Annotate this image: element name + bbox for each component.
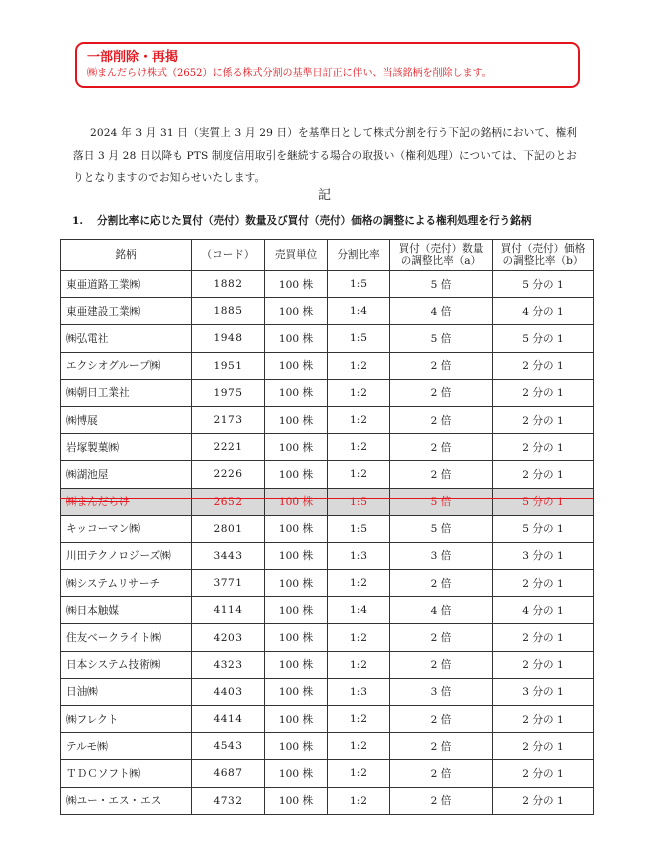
stock-name-cell: ㈱湖池屋 [61,461,192,488]
stock-code-cell: 1882 [192,271,265,298]
price-adjust-ratio-cell: 4 分の 1 [493,597,594,624]
price-adjust-ratio-cell: 2 分の 1 [493,760,594,787]
qty-adjust-ratio-cell: 5 倍 [390,325,493,352]
trading-unit-cell: 100 株 [265,379,328,406]
trading-unit-cell: 100 株 [265,298,328,325]
header-name: 銘柄 [61,240,192,271]
split-ratio-cell: 1:2 [328,406,390,433]
price-adjust-ratio-cell: 2 分の 1 [493,706,594,733]
split-ratio-cell: 1:2 [328,760,390,787]
stock-code-cell: 4203 [192,624,265,651]
header-unit: 売買単位 [265,240,328,271]
price-adjust-ratio-cell: 2 分の 1 [493,379,594,406]
table-row [61,352,594,379]
table-row [61,325,594,352]
price-adjust-ratio-cell: 2 分の 1 [493,787,594,814]
stock-code-cell: 4114 [192,597,265,624]
price-adjust-ratio-cell: 5 分の 1 [493,488,594,515]
stock-code-cell: 4414 [192,706,265,733]
price-adjust-ratio-cell: 2 分の 1 [493,461,594,488]
stock-code-cell: 1948 [192,325,265,352]
qty-adjust-ratio-cell: 2 倍 [390,624,493,651]
split-ratio-cell: 1:2 [328,570,390,597]
split-ratio-cell: 1:2 [328,733,390,760]
deleted-row-strikethrough [60,498,593,499]
stock-name-cell: ㈱ユー・エス・エス [61,787,192,814]
split-ratio-cell: 1:2 [328,379,390,406]
header-price [493,240,594,271]
stock-name-cell: 東亜建設工業㈱ [61,298,192,325]
trading-unit-cell: 100 株 [265,488,328,515]
stock-name-cell: 岩塚製菓㈱ [61,434,192,461]
stock-code-cell: 2801 [192,515,265,542]
table-row [61,434,594,461]
stock-name-cell: 日油㈱ [61,678,192,705]
stock-name-cell: ㈱博展 [61,406,192,433]
stock-code-cell: 1885 [192,298,265,325]
price-adjust-ratio-cell: 2 分の 1 [493,434,594,461]
stock-name-cell: キッコーマン㈱ [61,515,192,542]
qty-adjust-ratio-cell: 2 倍 [390,733,493,760]
section-number: 1. [72,215,84,227]
qty-adjust-ratio-cell: 5 倍 [390,515,493,542]
stock-code-cell: 2221 [192,434,265,461]
section-title: 分割比率に応じた買付（売付）数量及び買付（売付）価格の調整による権利処理を行う銘柄 [97,215,532,227]
qty-adjust-ratio-cell: 5 倍 [390,271,493,298]
header-ratio: 分割比率 [328,240,390,271]
qty-adjust-ratio-cell: 2 倍 [390,461,493,488]
trading-unit-cell: 100 株 [265,434,328,461]
split-ratio-cell: 1:5 [328,488,390,515]
table-row [61,542,594,569]
stock-name-cell: テルモ㈱ [61,733,192,760]
table-row [61,787,594,814]
trading-unit-cell: 100 株 [265,570,328,597]
table-row [61,406,594,433]
trading-unit-cell: 100 株 [265,760,328,787]
qty-adjust-ratio-cell: 2 倍 [390,434,493,461]
header-qty [390,240,493,271]
split-ratio-cell: 1:5 [328,271,390,298]
trading-unit-cell: 100 株 [265,325,328,352]
stock-code-cell: 1951 [192,352,265,379]
stock-code-cell: 3443 [192,542,265,569]
trading-unit-cell: 100 株 [265,651,328,678]
price-adjust-ratio-cell: 2 分の 1 [493,406,594,433]
table-row [61,760,594,787]
table-row [61,678,594,705]
stock-code-cell: 2226 [192,461,265,488]
notice-text: ㈱まんだらけ株式（2652）に係る株式分割の基準日訂正に伴い、当該銘柄を削除します。 [87,68,492,79]
trading-unit-cell: 100 株 [265,406,328,433]
qty-adjust-ratio-cell: 2 倍 [390,651,493,678]
stock-name-cell: ㈱朝日工業社 [61,379,192,406]
stock-name-cell: 東亜道路工業㈱ [61,271,192,298]
table-row [61,570,594,597]
trading-unit-cell: 100 株 [265,706,328,733]
stock-name-cell: ＴＤＣソフト㈱ [61,760,192,787]
stock-name-cell: 住友ベークライト㈱ [61,624,192,651]
intro-paragraph: 2024 年 3 月 31 日（実質上 3 月 29 日）を基準日として株式分割を行う下記の銘柄において、権利落日 3 月 28 日以降も PTS 制度信用取引を継続する場合の取扱い（権利処理）については、下記のとおりとなりますのでお知らせいたします。 [73,127,578,184]
table-row [61,733,594,760]
header-price-line2: の調整比率（b） [502,255,584,267]
qty-adjust-ratio-cell: 2 倍 [390,570,493,597]
split-ratio-cell: 1:3 [328,542,390,569]
price-adjust-ratio-cell: 3 分の 1 [493,542,594,569]
table-row [61,515,594,542]
split-ratio-cell: 1:4 [328,298,390,325]
stock-name-cell: ㈱まんだらけ [61,488,192,515]
split-ratio-cell: 1:2 [328,624,390,651]
table-row [61,298,594,325]
table-row [61,271,594,298]
stock-code-cell: 4732 [192,787,265,814]
split-ratio-cell: 1:2 [328,787,390,814]
price-adjust-ratio-cell: 5 分の 1 [493,325,594,352]
stock-code-cell: 4687 [192,760,265,787]
split-ratio-cell: 1:4 [328,597,390,624]
qty-adjust-ratio-cell: 4 倍 [390,597,493,624]
qty-adjust-ratio-cell: 4 倍 [390,298,493,325]
split-ratio-cell: 1:3 [328,678,390,705]
header-qty-line1: 買付（売付）数量 [398,243,484,255]
stock-code-cell: 1975 [192,379,265,406]
trading-unit-cell: 100 株 [265,787,328,814]
stock-code-cell: 4403 [192,678,265,705]
table-row [61,379,594,406]
header-price-line1: 買付（売付）価格 [500,243,586,255]
qty-adjust-ratio-cell: 2 倍 [390,706,493,733]
price-adjust-ratio-cell: 5 分の 1 [493,271,594,298]
stock-name-cell: ㈱日本触媒 [61,597,192,624]
qty-adjust-ratio-cell: 2 倍 [390,760,493,787]
ki-heading: 記 [318,188,332,203]
qty-adjust-ratio-cell: 5 倍 [390,488,493,515]
table-header-row [61,240,594,271]
trading-unit-cell: 100 株 [265,733,328,760]
split-ratio-cell: 1:2 [328,706,390,733]
trading-unit-cell: 100 株 [265,352,328,379]
notice-title: 一部削除・再掲 [87,50,179,65]
header-code: （コード） [192,240,265,271]
price-adjust-ratio-cell: 2 分の 1 [493,733,594,760]
table-row [61,651,594,678]
table-row [61,461,594,488]
stock-name-cell: ㈱弘電社 [61,325,192,352]
qty-adjust-ratio-cell: 2 倍 [390,406,493,433]
section-heading [72,213,531,228]
price-adjust-ratio-cell: 2 分の 1 [493,624,594,651]
split-ratio-cell: 1:2 [328,434,390,461]
table-row-deleted [61,488,594,515]
price-adjust-ratio-cell: 2 分の 1 [493,651,594,678]
stock-code-cell: 2173 [192,406,265,433]
qty-adjust-ratio-cell: 2 倍 [390,379,493,406]
split-ratio-cell: 1:5 [328,325,390,352]
stock-code-cell: 4323 [192,651,265,678]
split-ratio-cell: 1:2 [328,461,390,488]
price-adjust-ratio-cell: 4 分の 1 [493,298,594,325]
price-adjust-ratio-cell: 2 分の 1 [493,352,594,379]
price-adjust-ratio-cell: 3 分の 1 [493,678,594,705]
trading-unit-cell: 100 株 [265,515,328,542]
table-row [61,706,594,733]
price-adjust-ratio-cell: 2 分の 1 [493,570,594,597]
split-ratio-cell: 1:2 [328,352,390,379]
trading-unit-cell: 100 株 [265,597,328,624]
stock-name-cell: ㈱システムリサーチ [61,570,192,597]
stock-code-cell: 2652 [192,488,265,515]
qty-adjust-ratio-cell: 3 倍 [390,542,493,569]
qty-adjust-ratio-cell: 2 倍 [390,352,493,379]
trading-unit-cell: 100 株 [265,461,328,488]
stock-name-cell: 川田テクノロジーズ㈱ [61,542,192,569]
stock-code-cell: 3771 [192,570,265,597]
qty-adjust-ratio-cell: 3 倍 [390,678,493,705]
stock-name-cell: エクシオグループ㈱ [61,352,192,379]
qty-adjust-ratio-cell: 2 倍 [390,787,493,814]
table-row [61,624,594,651]
stock-split-table [60,239,594,815]
stock-code-cell: 4543 [192,733,265,760]
stock-name-cell: ㈱フレクト [61,706,192,733]
trading-unit-cell: 100 株 [265,678,328,705]
split-ratio-cell: 1:2 [328,651,390,678]
stock-name-cell: 日本システム技術㈱ [61,651,192,678]
trading-unit-cell: 100 株 [265,624,328,651]
table-row [61,597,594,624]
header-qty-line2: の調整比率（a） [400,255,482,267]
price-adjust-ratio-cell: 5 分の 1 [493,515,594,542]
correction-notice-box [75,42,580,88]
trading-unit-cell: 100 株 [265,542,328,569]
trading-unit-cell: 100 株 [265,271,328,298]
split-ratio-cell: 1:5 [328,515,390,542]
